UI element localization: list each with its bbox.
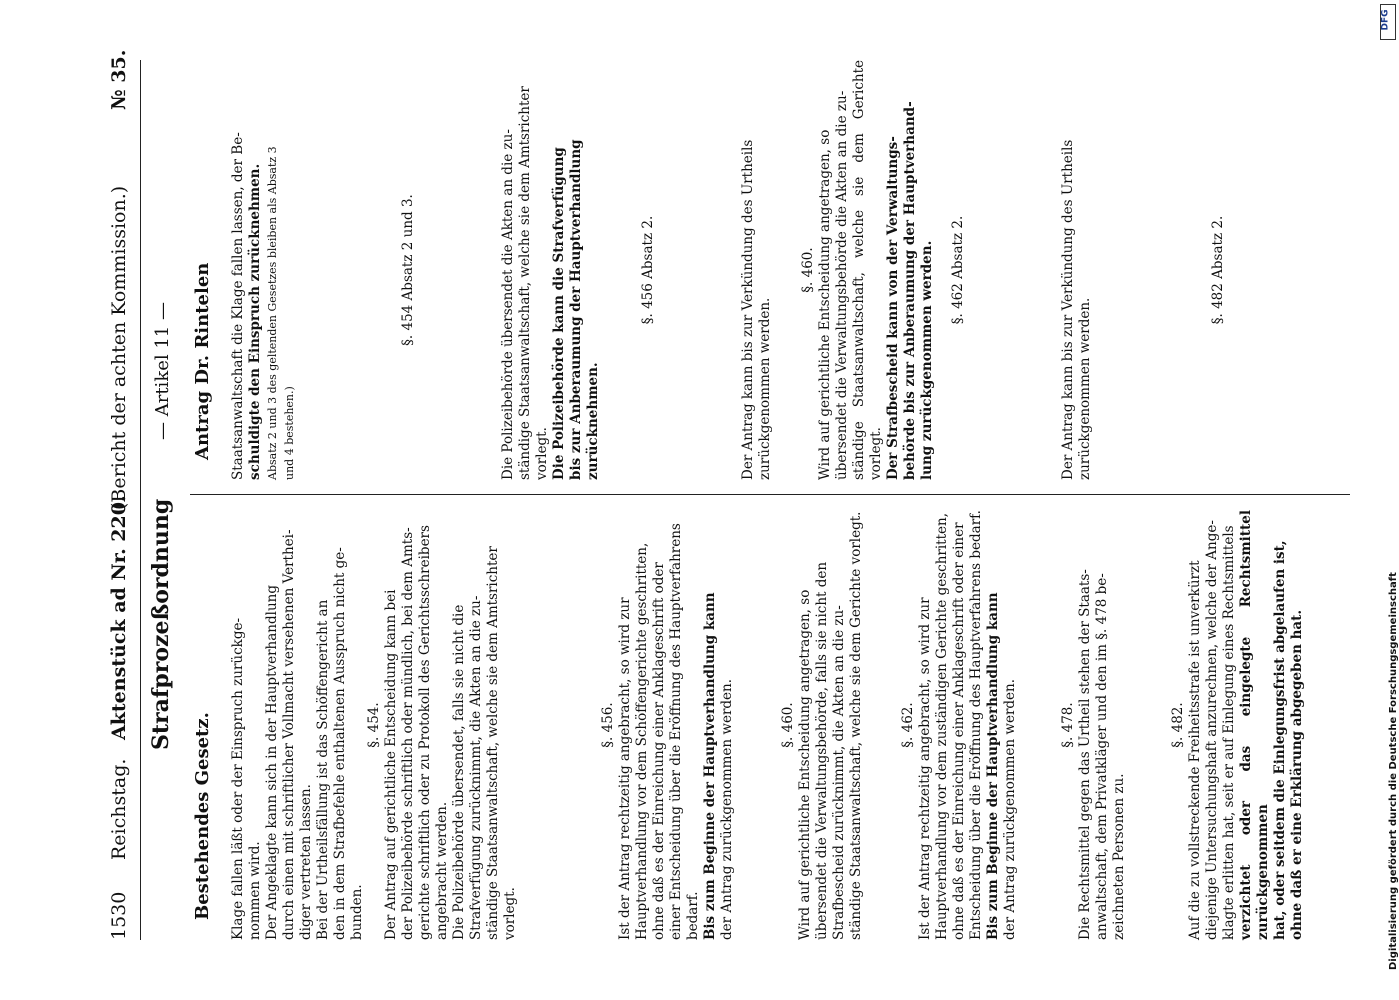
page-number: 1530: [108, 891, 130, 940]
text-line: den in dem Strafbefehle enthaltenen Ausspruch nicht ge-: [332, 547, 348, 940]
text-line: Hauptverhandlung vor dem Schöffengerichte geschritten,: [634, 542, 650, 940]
left-column-heading: Bestehendes Gesetz.: [192, 712, 213, 920]
text-line: zurückgenommen werden.: [757, 297, 773, 480]
text-line: diejenige Untersuchungshaft anzurechnen, welche der Ange-: [1204, 520, 1220, 940]
article-label: — Artikel 11 —: [152, 302, 173, 440]
text-line: behörde bis zur Anberaumung der Hauptverhand-: [902, 101, 918, 480]
paragraph-number: §. 454.: [366, 702, 382, 748]
right-block-5: [1060, 60, 1094, 480]
text-line: der Antrag zurückgenommen werden.: [719, 678, 735, 940]
header-reichstag: Reichstag.: [108, 758, 130, 860]
text-line: durch einen mit schriftlicher Vollmacht versehenen Verthei-: [281, 529, 297, 940]
paragraph-number: §. 460.: [780, 702, 796, 748]
paragraph-number: §. 482.: [1170, 702, 1186, 748]
text-line: bunden.: [349, 884, 365, 940]
right-block-3: [740, 60, 774, 480]
text-line: Die Polizeibehörde übersendet die Akten an die zu-: [500, 129, 516, 480]
dfg-logo-text: DFG: [1380, 9, 1391, 31]
text-line: Der Antrag kann bis zur Verkündung des Urtheils: [1060, 139, 1076, 480]
text-line: und 4 bestehen.): [283, 386, 296, 480]
text-line: klagte erlitten hat, seit er auf Einlegung eines Rechtsmittels: [1221, 525, 1237, 940]
text-line: ohne daß es der Einreichung einer Anklageschrift oder: [651, 562, 667, 940]
text-line: Bei der Urtheilsfällung ist das Schöffengericht an: [315, 599, 331, 940]
text-line: ständige Staatsanwaltschaft, welche sie dem Amtsrichter: [485, 546, 501, 940]
text-line: Hauptverhandlung vor dem zuständigen Gerichte geschritten,: [934, 513, 950, 940]
paragraph-number: §. 462 Absatz 2.: [950, 215, 966, 325]
text-line: der Antrag zurückgenommen werden.: [1002, 678, 1018, 940]
text-line: Strafbescheid zurücknimmt, die Akten an die zu-: [831, 605, 847, 940]
text-line: bis zur Anberaumung der Hauptverhandlung: [568, 139, 584, 480]
text-line: hat, oder seitdem die Einlegungsfrist abgelaufen ist,: [1272, 540, 1288, 940]
paragraph-number: §. 460.: [800, 247, 816, 293]
text-line: zeichneten Personen zu.: [1111, 773, 1127, 940]
paragraph-number: §. 454 Absatz 2 und 3.: [400, 194, 416, 346]
text-line: bedarf.: [685, 891, 701, 940]
paragraph-number: §. 482 Absatz 2.: [1210, 215, 1226, 325]
paragraph-number: §. 478.: [1060, 702, 1076, 748]
right-block-462: [950, 60, 967, 480]
text-line: diger vertreten lassen.: [298, 784, 314, 940]
text-line: Der Strafbescheid kann von der Verwaltungs-: [885, 136, 901, 480]
left-block-478: [1060, 510, 1128, 940]
rotated-document: [100, 49, 1360, 940]
text-line: Der Antrag auf gerichtliche Entscheidung kann bei: [383, 589, 399, 940]
text-line: gerichte schriftlich oder zu Protokoll des Gerichtsschreibers: [417, 525, 433, 940]
left-block-462: [900, 510, 1019, 940]
digitization-note-text: Digitalisierung gefördert durch die Deutsche Forschungsgemeinschaft: [1388, 572, 1399, 970]
text-line: Klage fallen läßt oder der Einspruch zurückge-: [230, 617, 246, 940]
header-number: № 35.: [108, 49, 130, 110]
right-block-482: [1210, 60, 1227, 480]
text-line: Bis zum Beginne der Hauptverhandlung kann: [985, 592, 1001, 940]
text-line: verzichtet oder das eingelegte Rechtsmittel zurückgenommen: [1238, 510, 1271, 940]
paragraph-number: §. 456.: [600, 702, 616, 748]
text-line: vorlegt.: [502, 887, 518, 940]
text-line: zurücknehmen.: [585, 362, 601, 480]
text-line: anwaltschaft, dem Privatkläger und den im §. 478 be-: [1094, 573, 1110, 940]
text-line: schuldigte den Einspruch zurücknehmen.: [247, 163, 263, 480]
paragraph-number: §. 462.: [900, 702, 916, 748]
text-line: zurückgenommen werden.: [1077, 297, 1093, 480]
text-line: übersendet die Verwaltungsbehörde, falls sie nicht den: [814, 561, 830, 940]
left-block-456: [600, 510, 736, 940]
digitization-note: [1372, 30, 1399, 970]
page-header: [100, 49, 141, 940]
text-line: ständige Staatsanwaltschaft, welche sie dem Gerichte vorlegt.: [851, 60, 884, 480]
section-title: Strafprozeßordnung: [148, 498, 174, 750]
text-line: nommen wird.: [247, 841, 263, 940]
left-block-1: [230, 510, 519, 940]
right-block-456: [640, 60, 657, 480]
text-line: Strafverfügung zurücknimmt, die Akten an die zu-: [468, 595, 484, 940]
text-line: Der Angeklagte kann sich in der Hauptverhandlung: [264, 585, 280, 940]
paragraph-number: §. 456 Absatz 2.: [640, 215, 656, 325]
text-line: Entscheidung über die Eröffnung des Hauptverfahrens bedarf.: [968, 510, 984, 940]
column-divider: [190, 494, 1350, 495]
text-line: ohne daß er eine Erklärung abgegeben hat.: [1289, 609, 1305, 940]
text-line: ohne daß es der Einreichung einer Anklageschrift oder einer: [951, 522, 967, 940]
text-line: einer Entscheidung über die Eröffnung des Hauptverfahrens: [668, 523, 684, 940]
right-block-2: [500, 60, 602, 480]
right-column-heading: Antrag Dr. Rintelen: [192, 262, 213, 460]
text-line: Der Antrag kann bis zur Verkündung des Urtheils: [740, 139, 756, 480]
text-line: Ist der Antrag rechtzeitig angebracht, so wird zur: [917, 597, 933, 940]
text-line: übersendet die Verwaltungsbehörde die Akten an die zu-: [834, 90, 850, 480]
text-line: ständige Staatsanwaltschaft, welche sie dem Amtsrichter: [517, 86, 533, 480]
text-line: ständige Staatsanwaltschaft, welche sie dem Gerichte vorlegt.: [848, 511, 864, 940]
right-block-454: [400, 60, 417, 480]
text-line: vorlegt.: [534, 427, 550, 480]
text-line: Wird auf gerichtliche Entscheidung angetragen, so: [817, 129, 833, 480]
text-line: lung zurückgenommen werden.: [919, 240, 935, 480]
header-subtitle: (Bericht der achten Kommission.): [108, 185, 130, 510]
text-line: Wird auf gerichtliche Entscheidung angetragen, so: [797, 589, 813, 940]
text-line: Die Rechtsmittel gegen das Urtheil stehen der Staats-: [1077, 569, 1093, 940]
text-line: Ist der Antrag rechtzeitig angebracht, so wird zur: [617, 597, 633, 940]
text-line: Bis zum Beginne der Hauptverhandlung kann: [702, 592, 718, 940]
text-line: der Polizeibehörde schriftlich oder mündlich, bei dem Amts-: [400, 527, 416, 940]
text-line: Die Polizeibehörde übersendet, falls sie nicht die: [451, 604, 467, 940]
right-block-460: [800, 60, 936, 480]
text-line: Staatsanwaltschaft die Klage fallen lassen, der Be-: [230, 132, 246, 480]
left-block-482: [1170, 510, 1306, 940]
left-block-460: [780, 510, 865, 940]
text-line: Die Polizeibehörde kann die Strafverfügung: [551, 147, 567, 480]
text-line: angebracht werden.: [434, 801, 450, 940]
right-block-1: [230, 60, 298, 480]
text-line: Auf die zu vollstreckende Freiheitsstrafe ist unverkürzt: [1187, 560, 1203, 940]
header-ref: Aktenstück ad Nr. 220.: [108, 495, 130, 740]
text-line: Absatz 2 und 3 des geltenden Gesetzes bleiben als Absatz 3: [266, 146, 279, 480]
